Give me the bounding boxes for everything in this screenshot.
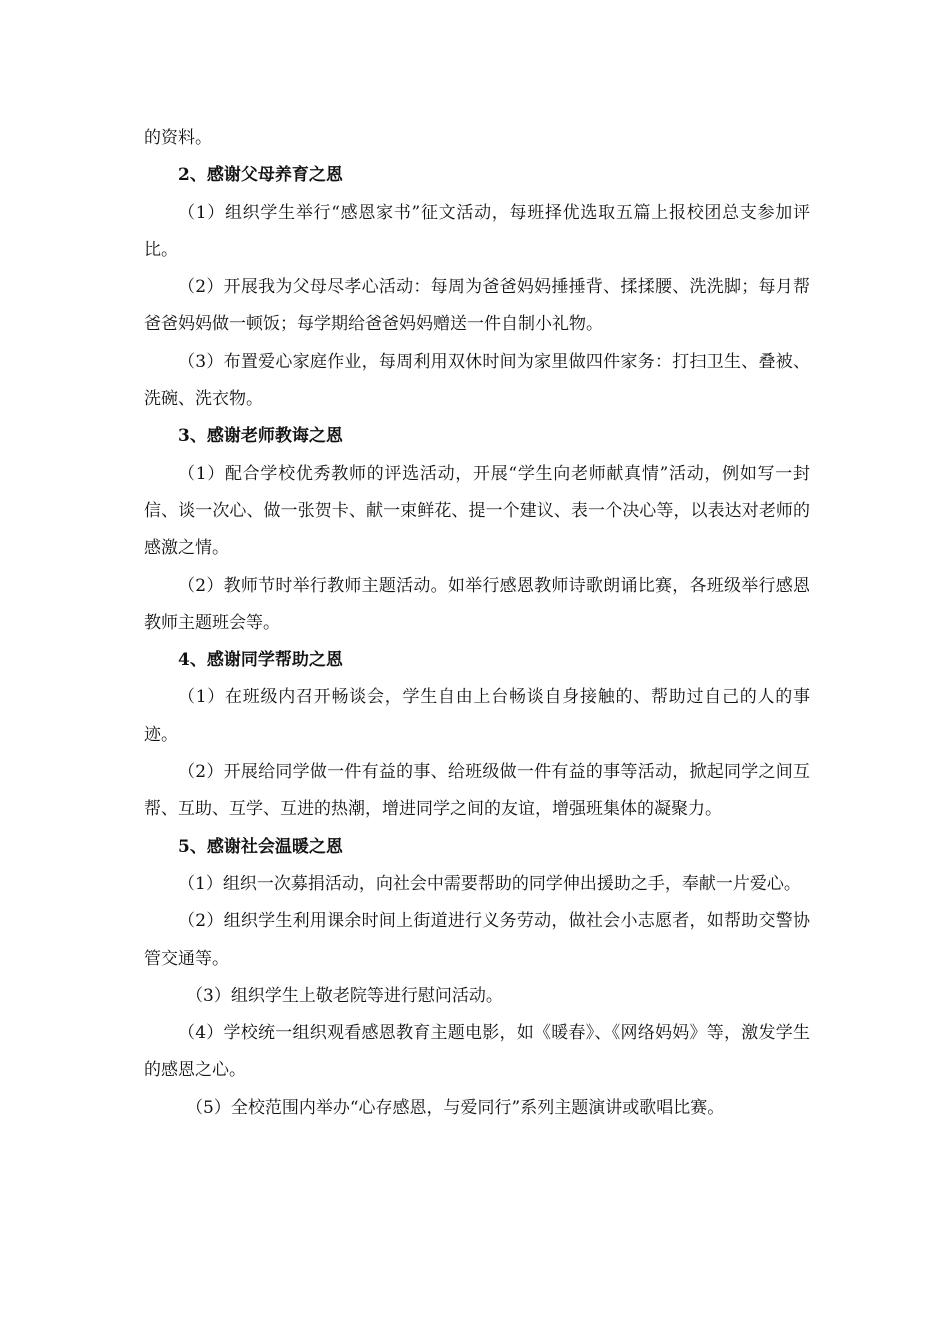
paragraph: （4）学校统一组织观看感恩教育主题电影，如《暖春》、《网络妈妈》等，激发学生的感恩之心。 [144, 1023, 810, 1081]
paragraph: （1）配合学校优秀教师的评选活动，开展“学生向老师献真情”活动，例如写一封信、谈一次心、做一张贺卡、献一束鲜花、提一个建议、表一个决心等，以表达对老师的感激之情。 [144, 463, 810, 559]
paragraph: （3）布置爱心家庭作业，每周利用双休时间为家里做四件家务：打扫卫生、叠被、洗碗、洗衣物。 [144, 351, 810, 410]
section-heading-parents: 2、感谢父母养育之恩 [178, 165, 343, 186]
paragraph: （2）开展给同学做一件有益的事、给班级做一件有益的事等活动，掀起同学之间互帮、互助、互学、互进的热潮，增进同学之间的友谊，增强班集体的凝聚力。 [144, 762, 810, 820]
document-body [144, 120, 810, 1127]
section-heading-society: 5、感谢社会温暖之恩 [178, 836, 343, 857]
paragraph-continuation: 的资料。 [144, 128, 212, 148]
paragraph: （5）全校范围内举办“心存感恩，与爱同行”系列主题演讲或歌唱比赛。 [186, 1097, 725, 1118]
section-heading-classmates: 4、感谢同学帮助之恩 [178, 650, 343, 671]
paragraph: （2）开展我为父母尽孝心活动：每周为爸爸妈妈捶捶背、揉揉腰、洗洗脚；每月帮爸爸妈妈做一顿饭；每学期给爸爸妈妈赠送一件自制小礼物。 [144, 277, 810, 335]
paragraph: （2）教师节时举行教师主题活动。如举行感恩教师诗歌朗诵比赛，各班级举行感恩教师主题班会等。 [144, 575, 810, 633]
paragraph: （1）组织学生举行“感恩家书”征文活动，每班择优选取五篇上报校团总支参加评比。 [144, 202, 810, 260]
paragraph: （1）在班级内召开畅谈会，学生自由上台畅谈自身接触的、帮助过自己的人的事迹。 [144, 687, 810, 745]
section-heading-teachers: 3、感谢老师教诲之恩 [178, 426, 343, 447]
paragraph: （2）组织学生利用课余时间上街道进行义务劳动，做社会小志愿者，如帮助交警协管交通等。 [144, 911, 810, 969]
paragraph: （1）组织一次募捐活动，向社会中需要帮助的同学伸出援助之手，奉献一片爱心。 [178, 873, 801, 894]
paragraph: （3）组织学生上敬老院等进行慰问活动。 [186, 985, 503, 1006]
